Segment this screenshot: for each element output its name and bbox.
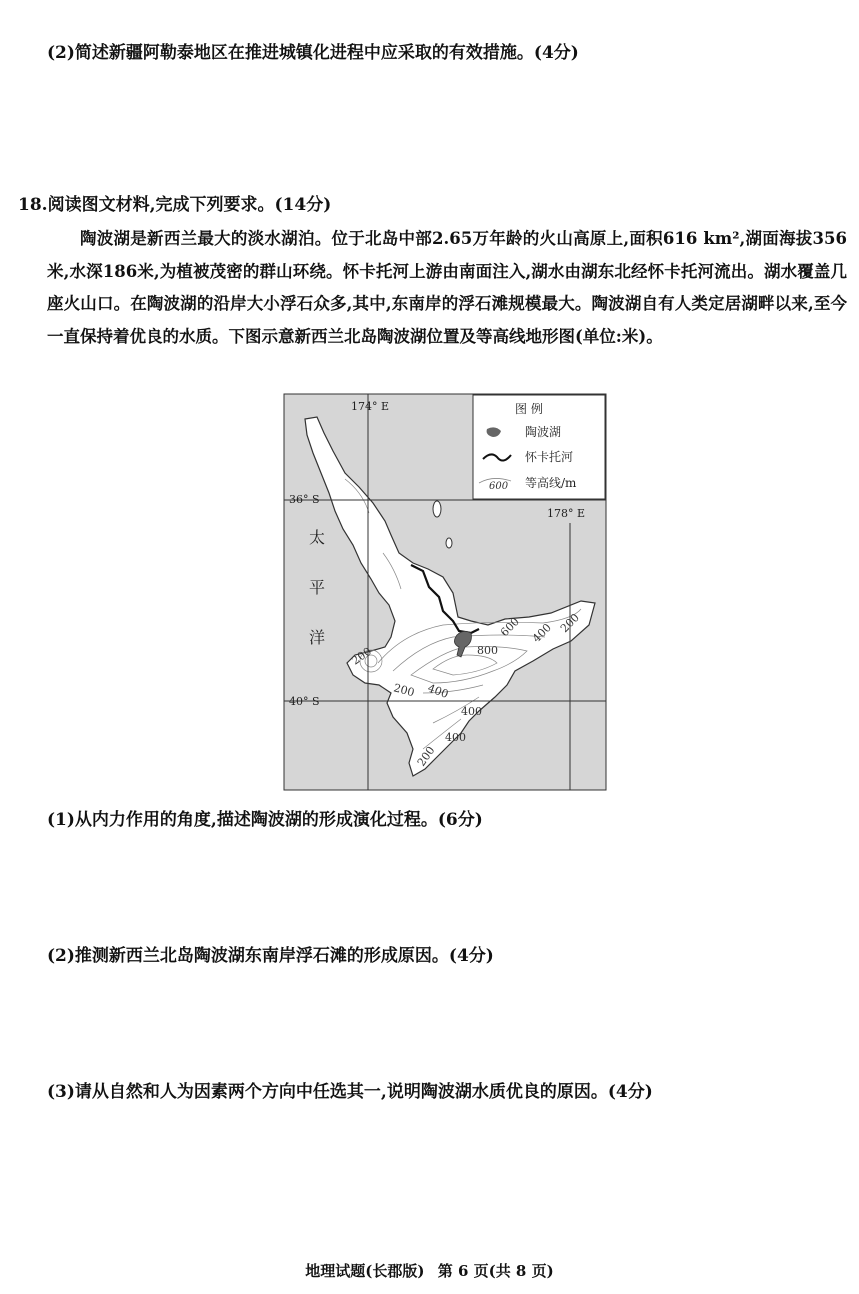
question-17-part2: (2)简述新疆阿勒泰地区在推进城镇化进程中应采取的有效措施。(4分) <box>47 43 579 63</box>
contour-label: 200 <box>557 611 582 636</box>
question-18-part1: (1)从内力作用的角度,描述陶波湖的形成演化过程。(6分) <box>47 810 483 830</box>
contour-label: 400 <box>461 705 482 718</box>
lat-36-label: 36° S <box>289 493 320 506</box>
footer-title: 地理试题(长郡版) <box>305 1262 425 1280</box>
question-18-part2: (2)推测新西兰北岛陶波湖东南岸浮石滩的形成原因。(4分) <box>47 946 494 966</box>
legend-contour-sample: 600 <box>489 481 509 492</box>
question-18-part3: (3)请从自然和人为因素两个方向中任选其一,说明陶波湖水质优良的原因。(4分) <box>47 1082 653 1102</box>
taupo-map <box>283 393 607 791</box>
lat-40-label: 40° S <box>289 695 320 708</box>
contour-label: 800 <box>477 644 498 657</box>
ocean-label-char: 平 <box>309 578 326 597</box>
footer-page-number: 第 6 页(共 8 页) <box>437 1262 554 1280</box>
island <box>446 538 452 548</box>
contour-label: 200 <box>414 744 438 769</box>
contour-label: 600 <box>497 615 522 640</box>
contour-label: 400 <box>529 621 554 646</box>
contour-label: 400 <box>425 681 451 702</box>
legend-contour-label: 等高线/m <box>525 476 577 490</box>
contour-label: 200 <box>349 644 374 668</box>
question-18-heading: 18.阅读图文材料,完成下列要求。(14分) <box>18 195 332 215</box>
contour-label: 400 <box>445 731 466 744</box>
map-legend <box>473 395 605 499</box>
contour-label: 200 <box>392 681 416 700</box>
ocean-label-char: 洋 <box>309 628 326 647</box>
lon-178-label: 178° E <box>547 507 586 520</box>
legend-river-label: 怀卡托河 <box>525 450 574 464</box>
legend-title: 图 例 <box>515 402 543 416</box>
lon-174-label: 174° E <box>351 400 390 413</box>
taupo-map-figure <box>283 393 607 791</box>
ocean-label-char: 太 <box>309 528 326 547</box>
question-18-material: 陶波湖是新西兰最大的淡水湖泊。位于北岛中部2.65万年龄的火山高原上,面积616 km²,湖面海拔356米,水深186米,为植被茂密的群山环绕。怀卡托河上游由南面注入,湖水由湖东北经怀卡托河流出。湖水覆盖几座火山口。在陶波湖的沿岸大小浮石众多,其中,东南岸的浮石滩规模最大。陶波湖自有人类定居湖畔以来,至今一直保持着优良的水质。下图示意新西兰北岛陶波湖位置及等高线地形图(单位:米)。 <box>47 229 848 346</box>
island <box>433 501 441 517</box>
legend-lake-label: 陶波湖 <box>525 425 562 439</box>
page-footer <box>0 1260 859 1281</box>
